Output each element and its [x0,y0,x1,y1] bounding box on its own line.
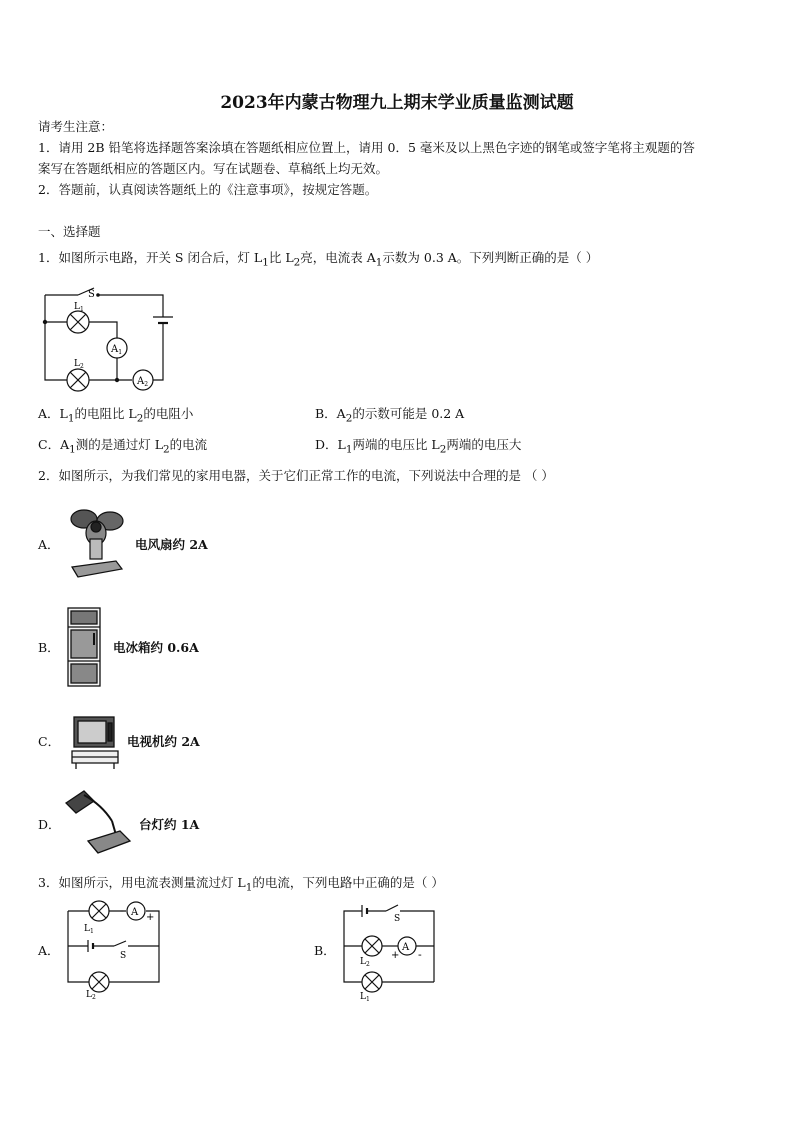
question-3-stem: 3．如图所示，用电流表测量流过灯 $L_1$的电流，下列电路中正确的是（ ） [38,875,444,894]
question-2-option-d-text: 台灯约 1A [139,817,200,832]
question-3-circuit-a [64,898,164,1001]
lamp-l1-label: $L_1$ [74,302,84,313]
lamp-l2-label: $L_2$ [86,990,96,1001]
question-2-option-a-letter: A． [38,537,60,552]
desk-lamp-icon [62,785,134,857]
question-1-circuit-diagram [42,285,177,391]
switch-label: S [120,951,127,961]
question-2-option-b-letter: B． [38,640,60,655]
question-2-option-c-text: 电视机约 2A [127,734,200,749]
ammeter-a2-label: $A_2$ [137,376,149,388]
question-3-option-a-letter: A． [38,943,60,958]
ammeter-minus: - [418,948,422,961]
question-1-stem: 1．如图所示电路，开关 S 闭合后，灯 $L_1$比 $L_2$亮，电流表 $A_1$示数为 0.3 A。下列判断正确的是（ ） [38,250,599,269]
notice-item-2: 2．答题前，认真阅读答题纸上的《注意事项》，按规定答题。 [38,182,378,197]
switch-label: S [394,914,401,924]
question-2-stem: 2．如图所示，为我们常见的家用电器，关于它们正常工作的电流，下列说法中合理的是 （ ） [38,468,554,483]
ammeter-a-label: A [131,907,139,918]
ammeter-a1-label: $A_1$ [111,344,123,356]
question-2-option-c-letter: C． [38,734,61,749]
question-1-option-c: C．$A_1$测的是通过灯 $L_2$的电流 [38,437,208,456]
question-3-option-b-letter: B． [314,943,336,958]
question-1-option-a: A．$L_1$的电阻比 $L_2$的电阻小 [38,406,194,425]
refrigerator-icon [64,605,104,689]
section-heading: 一、选择题 [38,224,101,239]
ammeter-a-label: A [402,942,410,953]
notice-item-1-line-1: 1．请用 2B 铅笔将选择题答案涂填在答题纸相应位置上，请用 0．5 毫米及以上黑色字迹的钢笔或签字笔将主观题的答 [38,140,695,155]
page-title: 2023年内蒙古物理九上期末学业质量监测试题 [220,93,574,113]
lamp-l2-label: $L_2$ [360,957,370,968]
switch-label: S [88,289,95,300]
ammeter-plus: + [391,950,400,961]
question-2-option-d-letter: D． [38,817,61,832]
question-1-option-d: D．$L_1$两端的电压比 $L_2$两端的电压大 [315,437,522,456]
question-3-circuit-b [340,898,440,1002]
question-2-option-a-text: 电风扇约 2A [135,537,208,552]
lamp-l2-label: $L_2$ [74,359,84,370]
notice-item-1-line-2: 案写在答题纸相应的答题区内。写在试题卷、草稿纸上均无效。 [38,161,389,176]
ammeter-minus: - [120,904,124,917]
notice-heading: 请考生注意： [38,119,114,134]
question-2-option-b-text: 电冰箱约 0.6A [113,640,199,655]
electric-fan-icon [66,505,126,581]
lamp-l1-label: $L_1$ [360,992,370,1003]
lamp-l1-label: $L_1$ [84,924,94,935]
question-1-option-b: B．$A_2$的示数可能是 0.2 A [315,406,465,425]
television-icon [68,713,122,771]
ammeter-plus: + [146,912,155,923]
